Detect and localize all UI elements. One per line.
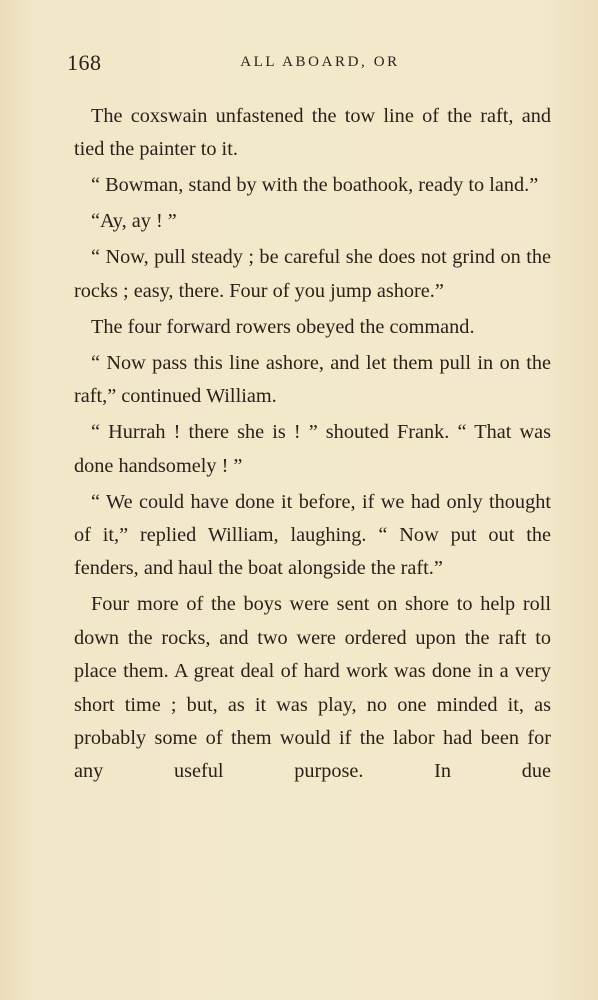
running-title: ALL ABOARD, OR: [240, 54, 400, 70]
paragraph: The coxswain unfastened the tow line of the raft, and tied the painter to it.: [74, 105, 551, 161]
page-header: [67, 50, 553, 80]
paragraph: “ Hurrah ! there she is ! ” shouted Frank. “ That was done handsomely ! ”: [74, 421, 551, 477]
paragraph: The four forward rowers obeyed the command.: [91, 315, 475, 338]
page-number: 168: [67, 50, 102, 75]
paragraph: “ Now, pull steady ; be careful she does not grind on the rocks ; easy, there. Four of you jump ashore.”: [74, 246, 551, 302]
paragraph: “ Now pass this line ashore, and let them pull in on the raft,” continued William.: [74, 351, 551, 408]
paragraph: “ Bowman, stand by with the boathook, ready to land.”: [91, 174, 539, 197]
paragraph: Four more of the boys were sent on shore to help roll down the rocks, and two were ordered upon the raft to place them. A great deal of hard work was done in a very short time ; but, as it was play, no one minded it, as probably some of them would if the labor had been for any useful purpose. In due: [74, 593, 551, 783]
paragraph: “ We could have done it before, if we had only thought of it,” replied William, laughing. “ Now put out the fenders, and haul the boat alongside the raft.”: [74, 490, 551, 580]
paragraph: “Ay, ay ! ”: [91, 210, 177, 233]
body-text: [74, 100, 551, 791]
